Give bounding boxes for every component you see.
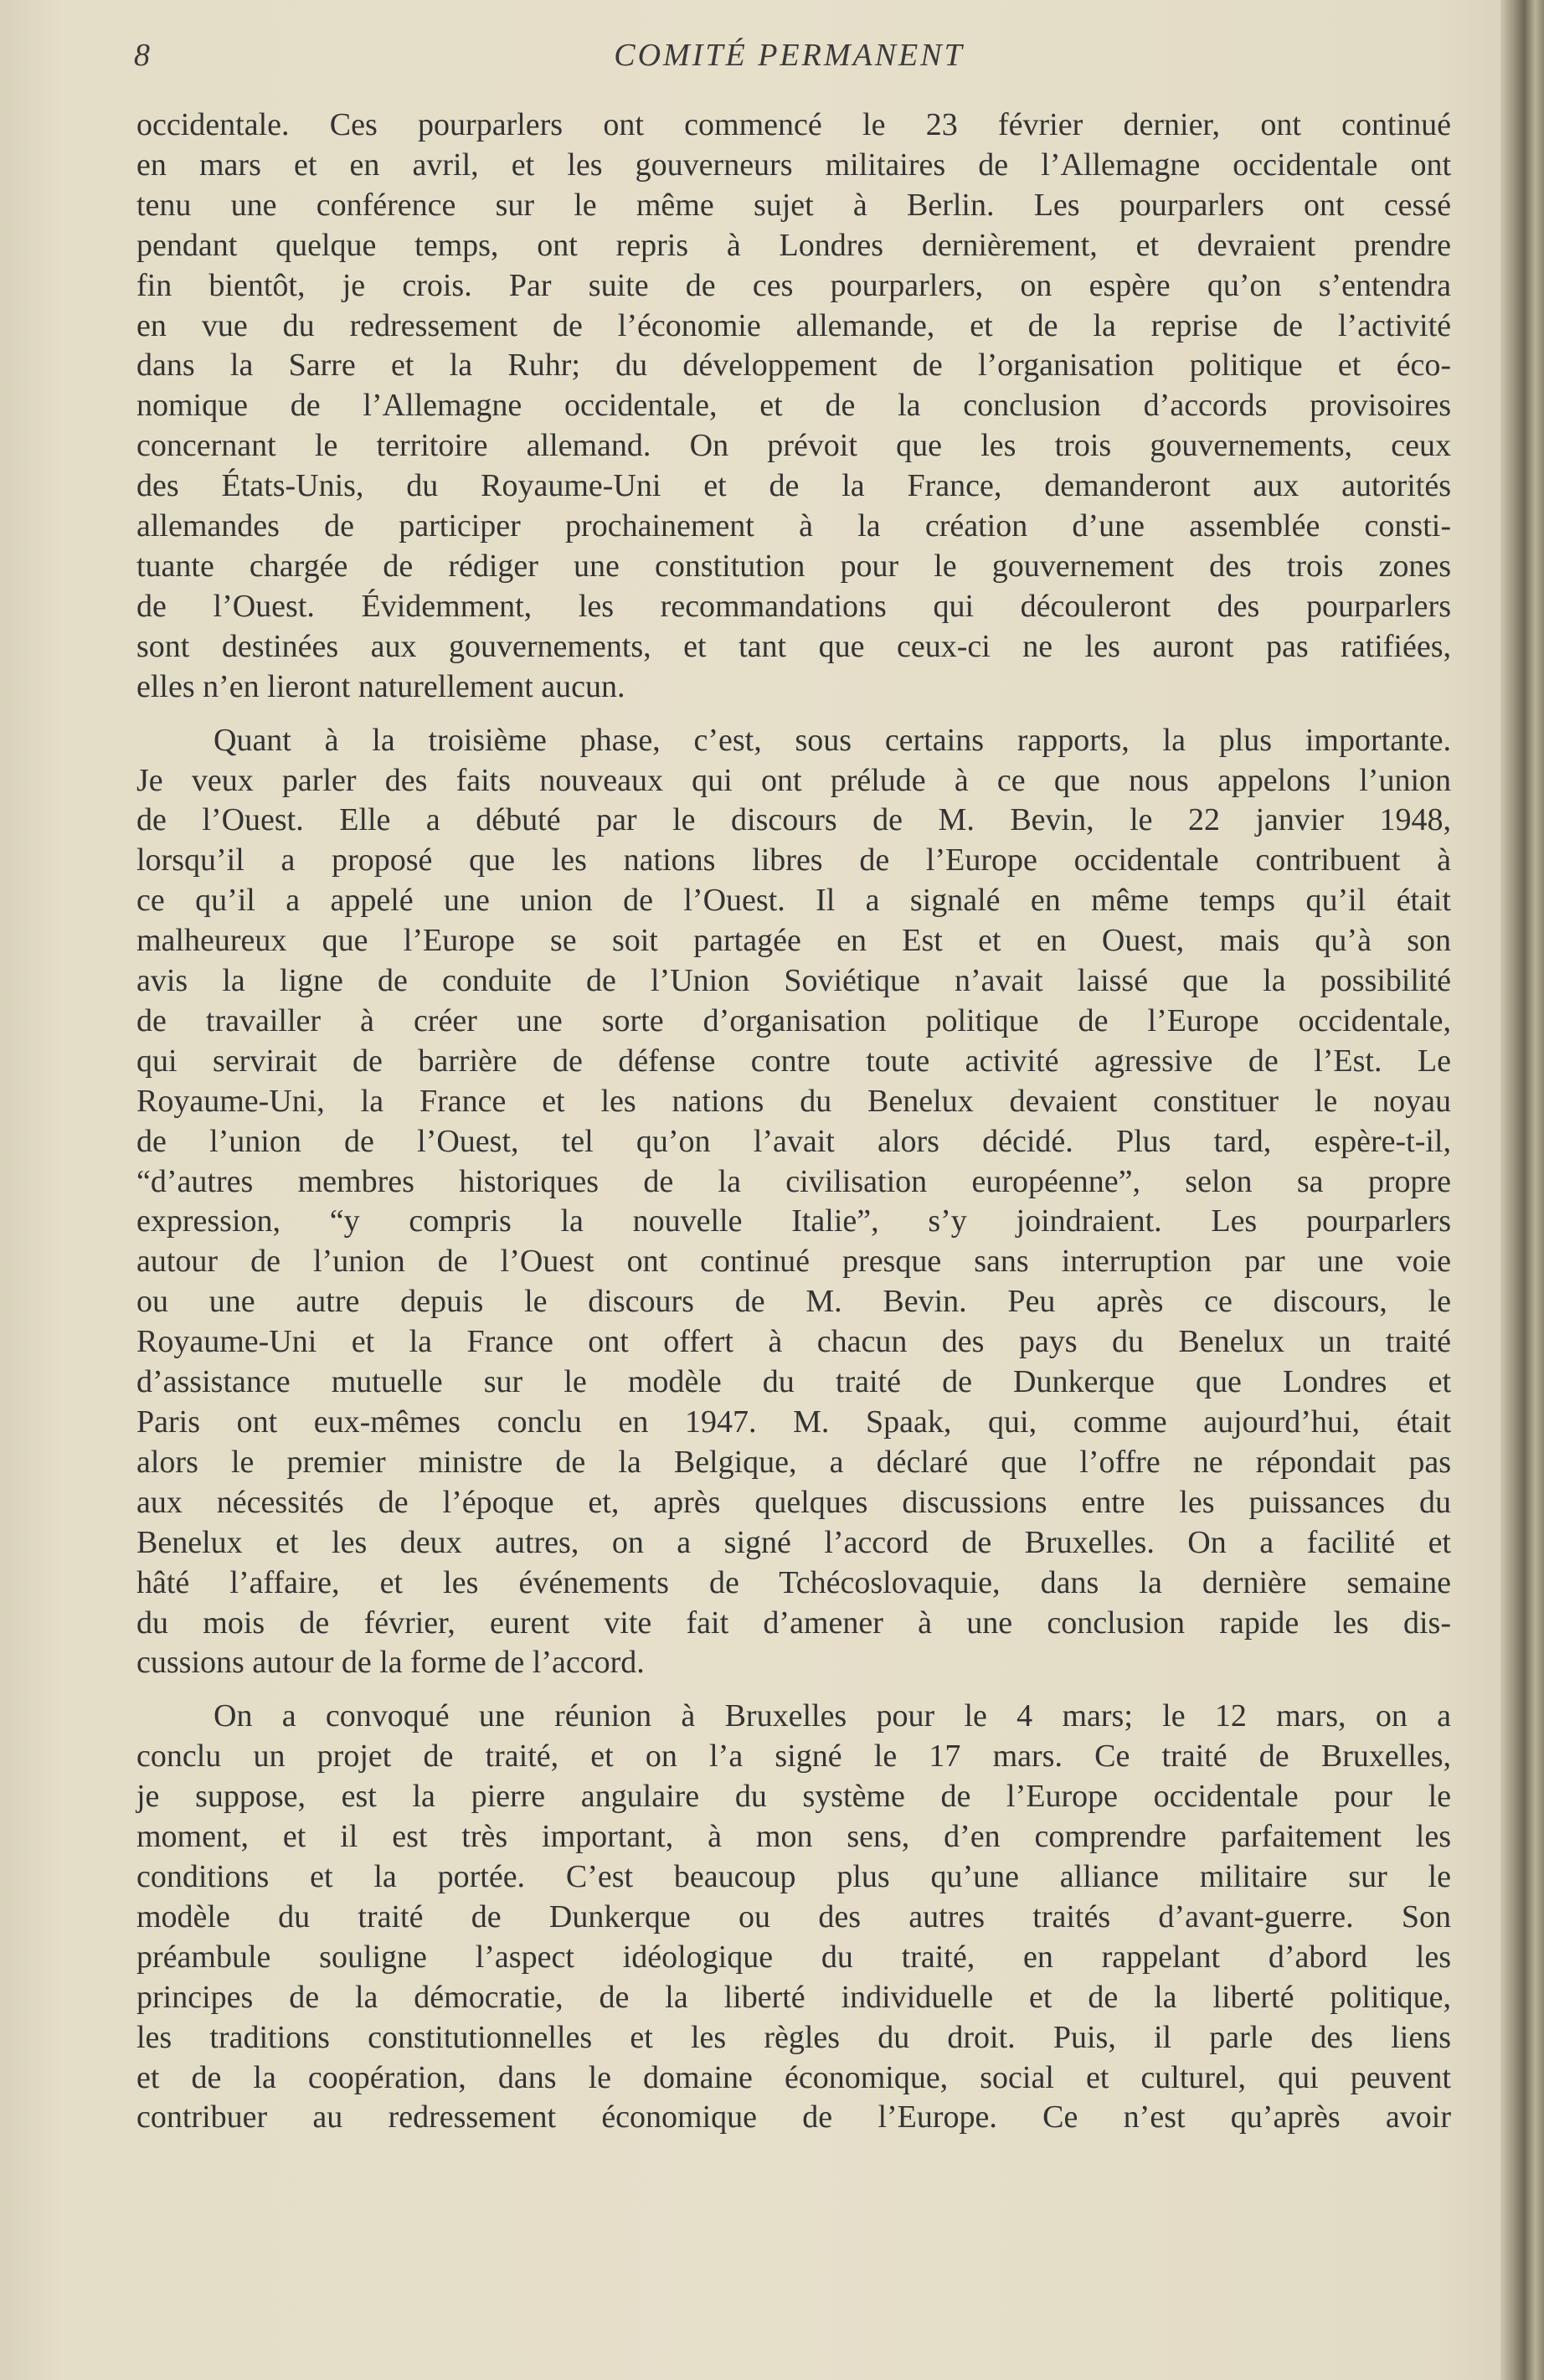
text-line: alors le premier ministre de la Belgique, a déclaré que l’offre ne répondait pas [136,1444,1451,1480]
text-line: de l’Ouest. Elle a débuté par le discours de M. Bevin, le 22 janvier 1948, [136,802,1451,838]
text-line: Benelux et les deux autres, on a signé l’accord de Bruxelles. On a facilité et [136,1524,1451,1560]
text-line: du mois de février, eurent vite fait d’amener à une conclusion rapide les dis- [136,1605,1451,1641]
page-edge [1500,0,1544,2380]
text-line: de l’union de l’Ouest, tel qu’on l’avait alors décidé. Plus tard, espère-t-il, [136,1123,1451,1159]
text-line: et de la coopération, dans le domaine économique, social et culturel, qui peuvent [136,2059,1451,2095]
text-line: les traditions constitutionnelles et les règles du droit. Puis, il parle des liens [136,2019,1451,2055]
text-line: malheureux que l’Europe se soit partagée en Est et en Ouest, mais qu’à son [136,923,1451,959]
text-line: concernant le territoire allemand. On prévoit que les trois gouvernements, ceux [136,428,1451,464]
text-line: hâté l’affaire, et les événements de Tchécoslovaquie, dans la dernière semaine [136,1564,1451,1600]
text-line: “d’autres membres historiques de la civilisation européenne”, selon sa propre [136,1163,1451,1199]
text-line: cussions autour de la forme de l’accord. [136,1645,645,1681]
text-line: ou une autre depuis le discours de M. Bevin. Peu après ce discours, le [136,1284,1451,1320]
text-line: en mars et en avril, et les gouverneurs militaires de l’Allemagne occidentale ont [136,147,1451,183]
text-line: elles n’en lieront naturellement aucun. [136,668,625,704]
text-line: de travailler à créer une sorte d’organisation politique de l’Europe occidentale, [136,1002,1451,1038]
paragraph [136,721,1451,1684]
text-line: expression, “y compris la nouvelle Italie”, s’y joindraient. Les pourparlers [136,1203,1451,1239]
text-line: tuante chargée de rédiger une constitution pour le gouvernement des trois zones [136,548,1451,584]
text-line: pendant quelque temps, ont repris à Londres dernièrement, et devraient prendre [136,227,1451,263]
paragraph [136,1697,1451,2138]
text-line: nomique de l’Allemagne occidentale, et de la conclusion d’accords provisoires [136,388,1451,424]
text-line: dans la Sarre et la Ruhr; du développement de l’organisation politique et éco- [136,348,1451,384]
text-line: lorsqu’il a proposé que les nations libres de l’Europe occidentale contribuent à [136,842,1451,878]
text-line: Quant à la troisième phase, c’est, sous certains rapports, la plus importante. [214,722,1451,758]
text-line: préambule souligne l’aspect idéologique du traité, en rappelant d’abord les [136,1939,1451,1975]
text-line: d’assistance mutuelle sur le modèle du traité de Dunkerque que Londres et [136,1364,1451,1400]
text-line: contribuer au redressement économique de l’Europe. Ce n’est qu’après avoir [136,2099,1451,2135]
text-line: On a convoqué une réunion à Bruxelles pour le 4 mars; le 12 mars, on a [214,1698,1451,1734]
text-line: autour de l’union de l’Ouest ont continué presque sans interruption par une voie [136,1244,1451,1280]
text-line: en vue du redressement de l’économie allemande, et de la reprise de l’activité [136,307,1451,343]
text-line: je suppose, est la pierre angulaire du système de l’Europe occidentale pour le [136,1779,1451,1815]
text-line: moment, et il est très important, à mon sens, d’en comprendre parfaitement les [136,1819,1451,1855]
text-line: ce qu’il a appelé une union de l’Ouest. Il a signalé en même temps qu’il était [136,883,1451,919]
text-line: Je veux parler des faits nouveaux qui ont prélude à ce que nous appelons l’union [136,762,1451,798]
text-line: aux nécessités de l’époque et, après quelques discussions entre les puissances du [136,1484,1451,1520]
text-line: conditions et la portée. C’est beaucoup plus qu’une alliance militaire sur le [136,1858,1451,1894]
page-number: 8 [134,38,150,73]
text-line: modèle du traité de Dunkerque ou des autres traités d’avant-guerre. Son [136,1898,1451,1934]
text-line: conclu un projet de traité, et on l’a signé le 17 mars. Ce traité de Bruxelles, [136,1739,1451,1775]
text-line: principes de la démocratie, de la liberté individuelle et de la liberté politique, [136,1979,1451,2015]
text-line: qui servirait de barrière de défense contre toute activité agressive de l’Est. Le [136,1043,1451,1079]
text-line: allemandes de participer prochainement à la création d’une assemblée consti- [136,508,1451,544]
text-line: Paris ont eux-mêmes conclu en 1947. M. Spaak, qui, comme aujourd’hui, était [136,1404,1451,1440]
running-title: COMITÉ PERMANENT [614,38,965,73]
body-text [136,106,1451,2138]
text-line: des États-Unis, du Royaume-Uni et de la France, demanderont aux autorités [136,468,1451,504]
text-line: tenu une conférence sur le même sujet à Berlin. Les pourparlers ont cessé [136,187,1451,223]
text-line: sont destinées aux gouvernements, et tant que ceux-ci ne les auront pas ratifiées, [136,628,1451,664]
text-line: fin bientôt, je crois. Par suite de ces pourparlers, on espère qu’on s’entendra [136,267,1451,303]
text-line: avis la ligne de conduite de l’Union Soviétique n’avait laissé que la possibilité [136,963,1451,999]
paragraph [136,106,1451,708]
text-line: Royaume-Uni, la France et les nations du Benelux devaient constituer le noyau [136,1083,1451,1119]
text-line: occidentale. Ces pourparlers ont commencé le 23 février dernier, ont continué [136,107,1451,142]
text-line: Royaume-Uni et la France ont offert à chacun des pays du Benelux un traité [136,1324,1451,1360]
text-line: de l’Ouest. Évidemment, les recommandations qui découleront des pourparlers [136,588,1451,624]
page-header [134,37,1444,80]
